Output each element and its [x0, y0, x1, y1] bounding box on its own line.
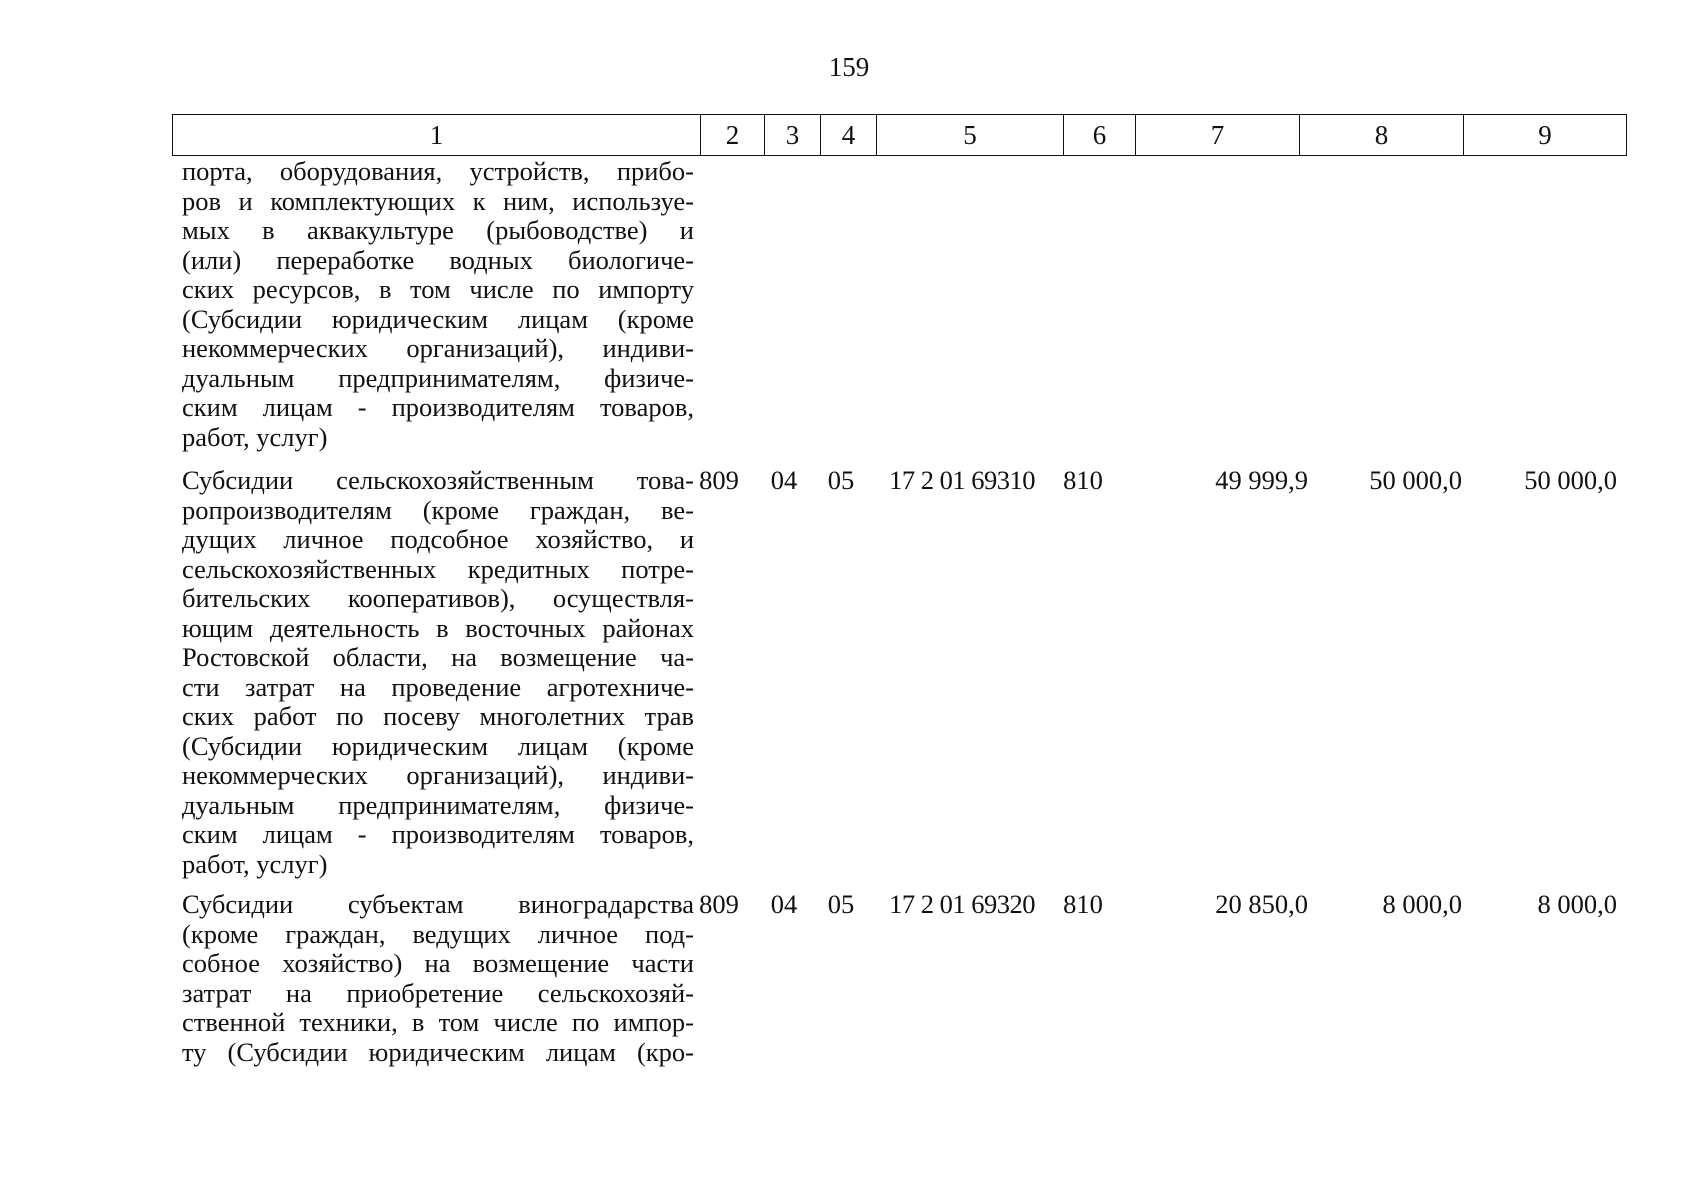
row-description — [182, 466, 694, 879]
amount-col-7: 20 850,0 — [1215, 889, 1308, 919]
description-line: затрат на приобретение сельскохозяй- — [182, 977, 694, 1008]
description-line: собное хозяйство) на возмещение части — [182, 948, 694, 978]
row-description — [182, 157, 694, 452]
column-header-8: 8 — [1300, 115, 1464, 156]
description-line: дуальным предпринимателям, физиче- — [182, 362, 694, 393]
description-line: ских ресурсов, в том числе по импорту — [182, 274, 694, 304]
amount-col-8: 50 000,0 — [1369, 465, 1462, 495]
ministry-code: 809 — [699, 889, 739, 919]
amount-col-9: 8 000,0 — [1537, 889, 1617, 919]
section-code: 04 — [770, 889, 798, 919]
description-line: ским лицам - производителям товаров, — [182, 392, 694, 422]
amount-col-8: 8 000,0 — [1382, 889, 1462, 919]
description-line: Субсидии сельскохозяйственным това- — [182, 465, 694, 495]
section-code: 04 — [770, 465, 798, 495]
amount-col-9: 50 000,0 — [1524, 465, 1617, 495]
description-line: ственной техники, в том числе по импор- — [182, 1007, 694, 1037]
column-header-3: 3 — [765, 115, 821, 156]
description-line: Субсидии субъектам виноградарства — [182, 889, 694, 919]
description-line: (или) переработке водных биологиче- — [182, 244, 694, 275]
description-line: ропроизводителям (кроме граждан, ве- — [182, 494, 694, 525]
description-line: некоммерческих организаций), индиви- — [182, 333, 694, 363]
description-line: сти затрат на проведение агротехниче- — [182, 671, 694, 702]
target-article-code: 17 2 01 69310 — [889, 465, 1035, 495]
description-line: порта, оборудования, устройств, прибо- — [182, 156, 694, 186]
column-header-4: 4 — [821, 115, 877, 156]
description-line: (Субсидии юридическим лицам (кроме — [182, 303, 694, 334]
description-line: мых в аквакультуре (рыбоводстве) и — [182, 215, 694, 245]
page-number: 159 — [828, 52, 870, 82]
column-header-6: 6 — [1064, 115, 1136, 156]
description-line: ским лицам - производителям товаров, — [182, 819, 694, 849]
description-line: сельскохозяйственных кредитных потре- — [182, 553, 694, 584]
column-header-table — [172, 114, 1627, 156]
column-header-row — [173, 115, 1627, 156]
description-line: некоммерческих организаций), индиви- — [182, 760, 694, 790]
description-line: бительских кооперативов), осуществля- — [182, 583, 694, 613]
row-description — [182, 890, 694, 1067]
column-header-2: 2 — [701, 115, 765, 156]
description-line: работ, услуг) — [182, 421, 328, 452]
column-header-9: 9 — [1464, 115, 1627, 156]
description-line: (Субсидии юридическим лицам (кроме — [182, 730, 694, 761]
subsection-code: 05 — [827, 889, 855, 919]
description-line: дуальным предпринимателям, физиче- — [182, 789, 694, 820]
description-line: дущих личное подсобное хозяйство, и — [182, 524, 694, 554]
description-line: ских работ по посеву многолетних трав — [182, 701, 694, 731]
column-header-7: 7 — [1136, 115, 1300, 156]
ministry-code: 809 — [699, 465, 739, 495]
description-line: ров и комплектующих к ним, используе- — [182, 185, 694, 216]
target-article-code: 17 2 01 69320 — [889, 889, 1035, 919]
description-line: работ, услуг) — [182, 848, 328, 879]
expense-type-code: 810 — [1063, 889, 1103, 919]
subsection-code: 05 — [827, 465, 855, 495]
column-header-1: 1 — [173, 115, 701, 156]
description-line: (кроме граждан, ведущих личное под- — [182, 918, 694, 949]
amount-col-7: 49 999,9 — [1215, 465, 1308, 495]
description-line: ту (Субсидии юридическим лицам (кро- — [182, 1036, 694, 1067]
description-line: Ростовской области, на возмещение ча- — [182, 642, 694, 672]
expense-type-code: 810 — [1063, 465, 1103, 495]
description-line: ющим деятельность в восточных районах — [182, 612, 694, 643]
column-header-5: 5 — [877, 115, 1064, 156]
